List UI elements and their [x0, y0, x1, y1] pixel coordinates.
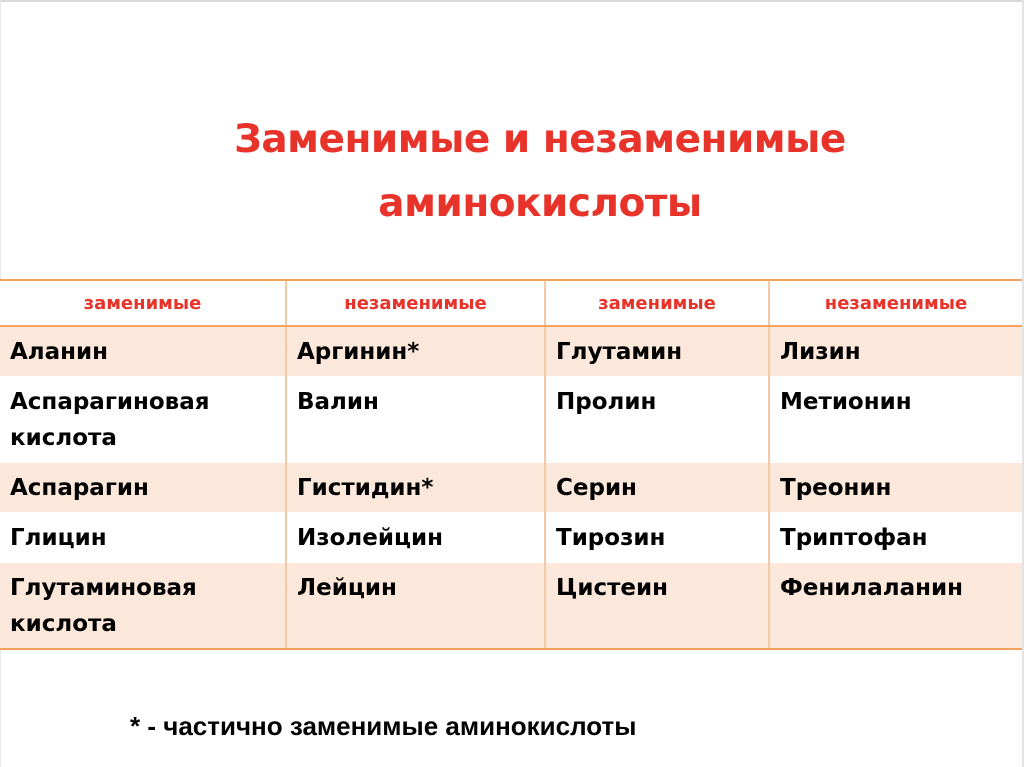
table-cell: Треонин — [769, 463, 1022, 513]
table-cell: Аспарагин — [0, 463, 286, 513]
table-cell: Метионин — [769, 377, 1022, 463]
column-header: незаменимые — [286, 280, 545, 326]
table-cell: Аланин — [0, 326, 286, 377]
table-cell: Глутаминовая кислота — [0, 563, 286, 650]
table-cell: Глицин — [0, 513, 286, 563]
table-header-row — [0, 280, 1022, 326]
table-row — [0, 463, 1022, 513]
slide-title-line-2: аминокислоты — [378, 181, 702, 226]
table-cell: Изолейцин — [286, 513, 545, 563]
table-cell: Лизин — [769, 326, 1022, 377]
table-cell: Пролин — [545, 377, 769, 463]
slide-title — [100, 108, 980, 236]
slide-top-border — [0, 0, 1024, 2]
table-row — [0, 326, 1022, 377]
table-cell: Цистеин — [545, 563, 769, 650]
table-row — [0, 563, 1022, 650]
amino-acids-table — [0, 279, 1022, 650]
table-cell: Глутамин — [545, 326, 769, 377]
footnote: * - частично заменимые аминокислоты — [130, 711, 637, 741]
table-cell: Гистидин* — [286, 463, 545, 513]
column-header: заменимые — [0, 280, 286, 326]
table-cell: Аргинин* — [286, 326, 545, 377]
slide-title-line-1: Заменимые и незаменимые — [234, 117, 846, 162]
column-header: заменимые — [545, 280, 769, 326]
table-cell: Аспарагиновая кислота — [0, 377, 286, 463]
column-header: незаменимые — [769, 280, 1022, 326]
table-cell: Фенилаланин — [769, 563, 1022, 650]
table-cell: Валин — [286, 377, 545, 463]
table-row — [0, 513, 1022, 563]
table-cell: Тирозин — [545, 513, 769, 563]
table-cell: Серин — [545, 463, 769, 513]
table-row — [0, 377, 1022, 463]
table-cell: Триптофан — [769, 513, 1022, 563]
table-cell: Лейцин — [286, 563, 545, 650]
